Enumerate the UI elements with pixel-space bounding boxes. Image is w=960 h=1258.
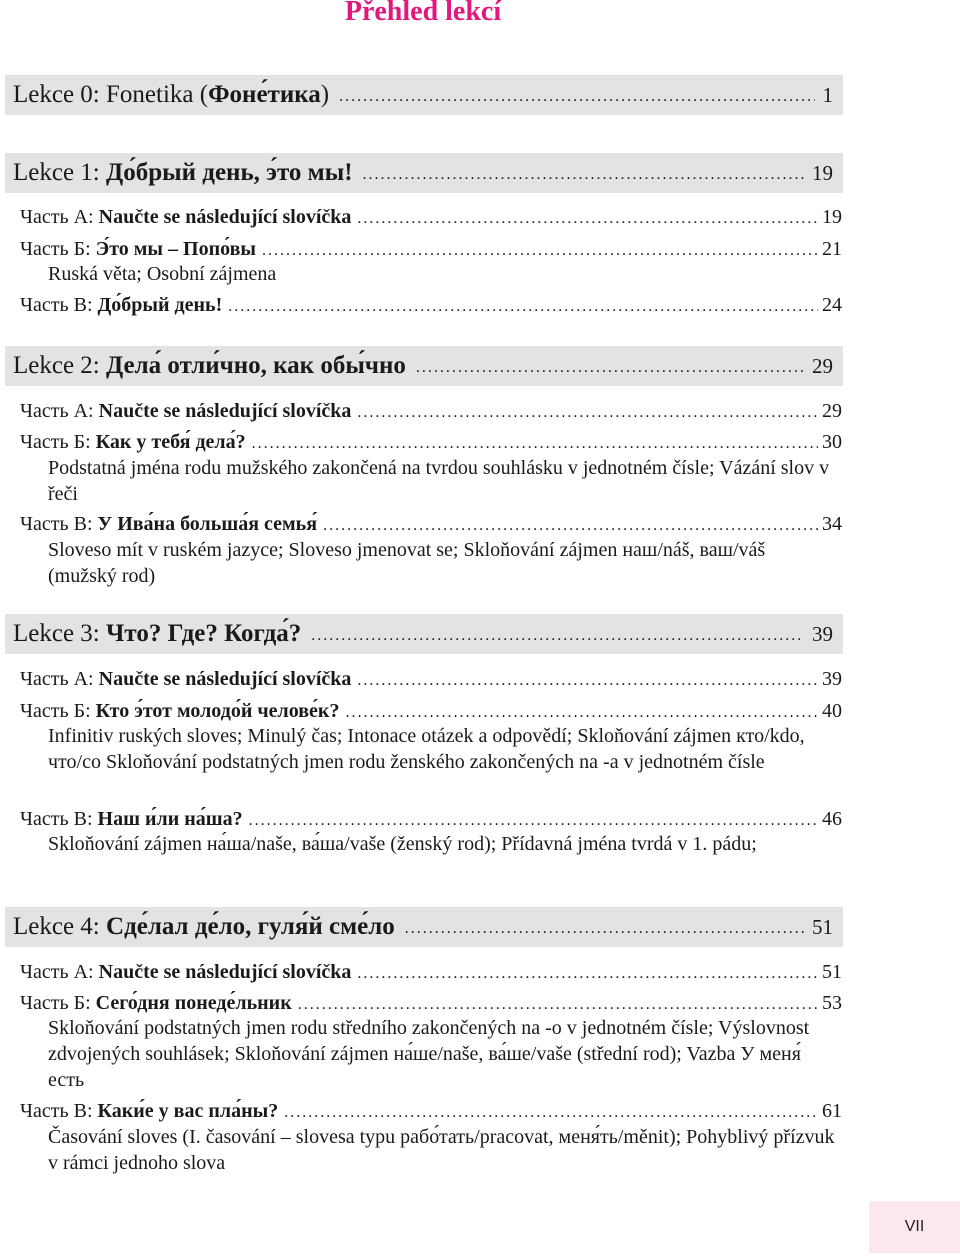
entry-page-number: 19 bbox=[822, 205, 842, 228]
page-number-footer: VII bbox=[869, 1201, 960, 1253]
entry-page-number: 46 bbox=[822, 807, 842, 830]
lesson-title: Lekce 2: Дела́ отли́чно, как обы́чно bbox=[13, 352, 406, 379]
entry-description: Skloňování podstatných jmen rodu středního zakončených na -o v jednotném čísle; Výslovnost zdvojených souhlásek; Skloňování zájmen на́ше/naše, ва́ше/vaše (střední rod); Vazba У меня́ есть bbox=[48, 1017, 810, 1091]
toc-entry-lesson2-part-b[interactable]: Часть Б: Как у тебя́ дела́? . . . 30 bbox=[20, 428, 842, 456]
lesson-page-number: 29 bbox=[812, 353, 833, 378]
dot-leader bbox=[311, 627, 804, 645]
toc-entry-lesson1-part-a[interactable]: Часть А: Naučte se následující slovíčka . . . 19 bbox=[20, 203, 842, 231]
dot-leader bbox=[339, 88, 814, 106]
dot-leader bbox=[416, 359, 804, 377]
lesson-title: Lekce 4: Сде́лал де́ло, гуля́й сме́ло bbox=[13, 913, 395, 940]
entry-page-number: 40 bbox=[822, 699, 842, 722]
entry-page-number: 51 bbox=[822, 960, 842, 983]
lesson-page-number: 51 bbox=[812, 914, 833, 939]
entry-description: Sloveso mít v ruském jazyce; Sloveso jmenovat se; Skloňování zájmen наш/náš, ваш/váš (mužský rod) bbox=[48, 539, 766, 587]
entry-description: Skloňování zájmen на́ша/naše, ва́ша/vaše (ženský rod); Přídavná jména tvrdá v 1. pádu; bbox=[48, 833, 757, 855]
dot-leader bbox=[252, 435, 818, 453]
entry-page-number: 39 bbox=[822, 667, 842, 690]
toc-entry-lesson3-part-b[interactable]: Часть Б: Кто э́тот молодо́й челове́к? . . . 40 bbox=[20, 697, 842, 725]
entry-description: Ruská věta; Osobní zájmena bbox=[48, 263, 277, 285]
toc-entry-lesson4-part-v[interactable]: Часть В: Каки́е у вас пла́ны? . . . 61 bbox=[20, 1097, 842, 1125]
toc-entry-lesson3-part-v[interactable]: Часть В: Наш и́ли на́ша? . . . 46 bbox=[20, 805, 842, 833]
lesson-page-number: 1 bbox=[822, 82, 833, 107]
lesson-2-heading[interactable] bbox=[5, 346, 843, 386]
entry-page-number: 61 bbox=[822, 1099, 842, 1122]
dot-leader bbox=[363, 166, 804, 184]
dot-leader bbox=[357, 404, 818, 422]
lesson-page-number: 39 bbox=[812, 621, 833, 646]
entry-page-number: 34 bbox=[822, 512, 842, 535]
lesson-title: Lekce 0: Fonetika (Фоне́тика) bbox=[13, 81, 330, 108]
toc-entry-lesson1-part-b[interactable]: Часть Б: Э́то мы – Попо́вы . . . 21 bbox=[20, 235, 842, 263]
dot-leader bbox=[405, 920, 804, 938]
dot-leader bbox=[249, 812, 818, 830]
entry-page-number: 53 bbox=[822, 991, 842, 1014]
dot-leader bbox=[298, 996, 818, 1014]
dot-leader bbox=[228, 298, 818, 316]
toc-entry-lesson4-part-b[interactable]: Часть Б: Сего́дня понеде́льник . . . 53 bbox=[20, 989, 842, 1017]
entry-page-number: 29 bbox=[822, 399, 842, 422]
dot-leader bbox=[357, 210, 818, 228]
lesson-title: Lekce 1: До́брый день, э́то мы! bbox=[13, 159, 353, 186]
dot-leader bbox=[345, 704, 818, 722]
entry-page-number: 21 bbox=[822, 237, 842, 260]
entry-description: Časování sloves (I. časování – slovesa typu рабо́тать/pracovat, меня́ть/měnit); Pohyblivý přízvuk v rámci jednoho slova bbox=[48, 1126, 835, 1174]
toc-entry-lesson1-part-v[interactable]: Часть В: До́брый день! . . . 24 bbox=[20, 291, 842, 319]
lesson-title: Lekce 3: Что? Где? Когда́? bbox=[13, 620, 302, 647]
page-title: Přehled lekcí bbox=[344, 0, 502, 27]
lesson-3-heading[interactable] bbox=[5, 614, 843, 654]
dot-leader bbox=[357, 965, 818, 983]
entry-description: Infinitiv ruských sloves; Minulý čas; Intonace otázek a odpovědí; Skloňování zájmen кто/kdo, что/co Skloňování podstatných jmen rodu ženského zakončených na -a v jednotném čísle bbox=[48, 725, 805, 773]
entry-page-number: 24 bbox=[822, 293, 842, 316]
entry-page-number: 30 bbox=[822, 430, 842, 453]
dot-leader bbox=[284, 1104, 818, 1122]
dot-leader bbox=[262, 242, 818, 260]
toc-entry-lesson3-part-a[interactable]: Часть А: Naučte se následující slovíčka . . . 39 bbox=[20, 665, 842, 693]
dot-leader bbox=[357, 672, 818, 690]
dot-leader bbox=[323, 517, 818, 535]
lesson-4-heading[interactable] bbox=[5, 907, 843, 947]
lesson-page-number: 19 bbox=[812, 160, 833, 185]
lesson-0-heading[interactable] bbox=[5, 75, 843, 115]
lesson-1-heading[interactable] bbox=[5, 153, 843, 193]
toc-entry-lesson2-part-a[interactable]: Часть А: Naučte se následující slovíčka . . . 29 bbox=[20, 397, 842, 425]
toc-entry-lesson4-part-a[interactable]: Часть А: Naučte se následující slovíčka . . . 51 bbox=[20, 958, 842, 986]
toc-entry-lesson2-part-v[interactable]: Часть В: У Ива́на больша́я семья́ . . . 34 bbox=[20, 510, 842, 538]
entry-description: Podstatná jména rodu mužského zakončená na tvrdou souhlásku v jednotném čísle; Vázání slov v řeči bbox=[48, 457, 830, 505]
